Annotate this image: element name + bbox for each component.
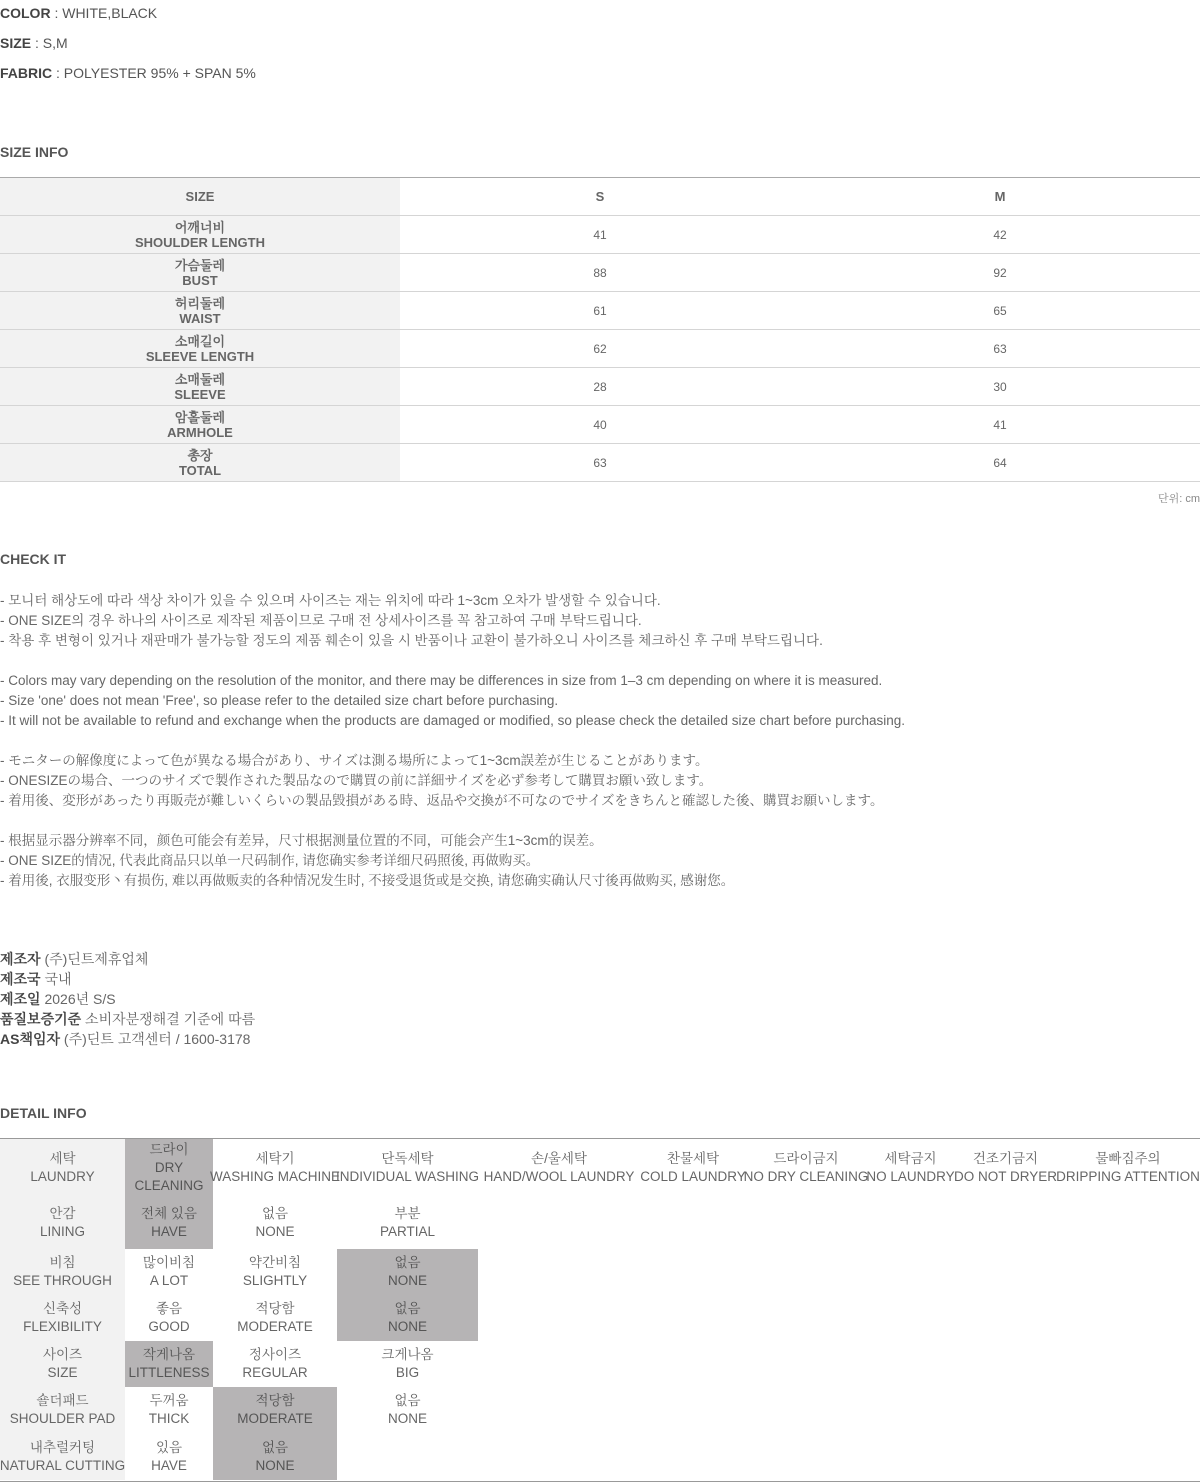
detail-option-text: 좋음 bbox=[155, 1301, 183, 1316]
table-row bbox=[0, 406, 1200, 444]
measure-label bbox=[0, 330, 400, 368]
note-line: - モニターの解像度によって色が異なる場合があり、サイズは測る場所によって1~3cm誤差が生じることがあります。 bbox=[0, 753, 709, 768]
detail-option-text: GOOD bbox=[148, 1319, 190, 1334]
detail-option-text: 있음 bbox=[155, 1439, 183, 1455]
detail-option-text: 없음 bbox=[261, 1439, 289, 1455]
detail-option bbox=[337, 1196, 478, 1249]
notes-group bbox=[0, 671, 905, 731]
detail-option-text: 적당함 bbox=[255, 1301, 295, 1316]
detail-option-text: REGULAR bbox=[242, 1365, 308, 1380]
value-m: 63 bbox=[800, 330, 1200, 368]
detail-option-text: BIG bbox=[395, 1365, 420, 1380]
maker-value: 소비자분쟁해결 기준에 따름 bbox=[81, 1011, 256, 1027]
detail-option-text: 세탁금지 bbox=[884, 1150, 937, 1166]
value-s: 28 bbox=[400, 368, 800, 406]
note-line: - ONE SIZE의 경우 하나의 사이즈로 제작된 제품이므로 구매 전 상세사이즈를 꼭 참고하여 구매 부탁드립니다. bbox=[0, 613, 642, 628]
measure-label-kr: 총장 bbox=[187, 447, 213, 463]
header-size: SIZE bbox=[0, 178, 400, 216]
detail-option-text: WASHING MACHINE bbox=[210, 1168, 341, 1184]
maker-row bbox=[0, 1009, 255, 1029]
detail-option-text: DO NOT DRYER bbox=[953, 1168, 1058, 1184]
detail-option-text: 없음 bbox=[261, 1205, 289, 1221]
detail-option-text: 작게나옴 bbox=[142, 1347, 196, 1362]
detail-option-text: LITTLENESS bbox=[128, 1365, 210, 1380]
detail-option-text: NONE bbox=[387, 1411, 427, 1426]
detail-row-label bbox=[0, 1341, 125, 1387]
header-s: S bbox=[400, 178, 800, 216]
detail-option-text: HAND/WOOL LAUNDRY bbox=[483, 1168, 635, 1184]
spec-key: COLOR bbox=[0, 5, 51, 21]
note-line: - ONE SIZE的情况, 代表此商品只以单一尺码制作, 请您确实参考详细尺码照後, 再做购买。 bbox=[0, 853, 540, 868]
detail-option-text: NONE bbox=[255, 1223, 295, 1239]
detail-option bbox=[125, 1295, 213, 1341]
detail-option bbox=[743, 1139, 869, 1196]
measure-label bbox=[0, 292, 400, 330]
detail-option bbox=[866, 1139, 955, 1196]
maker-value: (주)딘트제휴업체 bbox=[40, 951, 149, 967]
detail-option-text: NONE bbox=[255, 1457, 295, 1473]
measure-label bbox=[0, 368, 400, 406]
measure-label-kr: 소매길이 bbox=[174, 333, 226, 349]
spec-value: : POLYESTER 95% + SPAN 5% bbox=[52, 65, 256, 81]
notes-group bbox=[0, 591, 823, 651]
detail-row-label bbox=[0, 1249, 125, 1295]
measure-label-kr: 허리둘레 bbox=[174, 295, 226, 311]
detail-row-label bbox=[0, 1139, 125, 1196]
detail-option bbox=[640, 1139, 746, 1196]
detail-option-selected bbox=[125, 1196, 213, 1249]
measure-label-en: ARMHOLE bbox=[167, 424, 233, 440]
note-line: - 根据显示器分辨率不同，颜色可能会有差异，尺寸根据测量位置的不同，可能会产生1~3cm的误差。 bbox=[0, 833, 603, 848]
note-line: - It will not be available to refund and exchange when the products are damaged or modified, so please check the detailed size chart before purchasing. bbox=[0, 713, 906, 728]
maker-key: AS책임자 bbox=[0, 1031, 61, 1047]
detail-option-text: 드라이금지 bbox=[773, 1150, 839, 1166]
measure-label-kr: 가슴둘레 bbox=[174, 257, 226, 273]
detail-option bbox=[955, 1139, 1056, 1196]
detail-label-text: NATURAL CUTTING bbox=[0, 1457, 126, 1473]
detail-label-text: 숄더패드 bbox=[36, 1393, 89, 1408]
detail-row-label bbox=[0, 1387, 125, 1433]
detail-option-text: 없음 bbox=[394, 1301, 421, 1316]
maker-key: 품질보증기준 bbox=[0, 1011, 82, 1027]
spec-size bbox=[0, 35, 68, 51]
spec-key: SIZE bbox=[0, 35, 32, 51]
measure-label bbox=[0, 406, 400, 444]
detail-option-text: INDIVIDUAL WASHING bbox=[336, 1168, 480, 1184]
detail-label-text: 세탁 bbox=[49, 1150, 76, 1166]
detail-row-label bbox=[0, 1295, 125, 1341]
size-table bbox=[0, 177, 1200, 482]
measure-label bbox=[0, 216, 400, 254]
detail-option bbox=[1056, 1139, 1200, 1196]
table-row bbox=[0, 292, 1200, 330]
check-it-title: CHECK IT bbox=[0, 551, 67, 567]
detail-option-text: 찬물세탁 bbox=[666, 1150, 720, 1166]
detail-option-text: 크게나옴 bbox=[381, 1347, 434, 1362]
measure-label-kr: 소매둘레 bbox=[174, 371, 226, 387]
detail-option-selected bbox=[337, 1249, 478, 1295]
spec-fabric bbox=[0, 65, 256, 81]
detail-option-text: A LOT bbox=[149, 1273, 189, 1288]
detail-option-text: NO LAUNDRY bbox=[866, 1168, 955, 1184]
detail-option bbox=[213, 1295, 337, 1341]
value-m: 65 bbox=[800, 292, 1200, 330]
measure-label-en: BUST bbox=[182, 272, 218, 288]
detail-option bbox=[213, 1249, 337, 1295]
detail-option bbox=[125, 1387, 213, 1433]
table-row bbox=[0, 330, 1200, 368]
detail-option-text: 두꺼움 bbox=[149, 1393, 189, 1408]
value-m: 42 bbox=[800, 216, 1200, 254]
maker-key: 제조국 bbox=[0, 971, 41, 987]
spec-value: : WHITE,BLACK bbox=[50, 5, 158, 21]
detail-option-text: 세탁기 bbox=[255, 1150, 295, 1166]
detail-option-selected bbox=[213, 1387, 337, 1433]
measure-label-kr: 어깨너비 bbox=[174, 219, 226, 235]
detail-option-text: NONE bbox=[387, 1273, 427, 1288]
detail-option-text: 물빠짐주의 bbox=[1095, 1150, 1161, 1166]
measure-label-en: SHOULDER LENGTH bbox=[135, 234, 265, 250]
detail-label-text: 내추럴커팅 bbox=[29, 1439, 96, 1455]
measure-label-en: SLEEVE bbox=[174, 386, 226, 402]
note-line: - Colors may vary depending on the resolution of the monitor, and there may be differences in size from 1–3 cm depending on where it is measured. bbox=[0, 673, 883, 688]
measure-label bbox=[0, 444, 400, 482]
detail-row-label bbox=[0, 1196, 125, 1249]
detail-label-text: LAUNDRY bbox=[30, 1168, 95, 1184]
note-line: - 着用後、変形があったり再販売が難しいくらいの製品毀損がある時、返品や交換が不可なのでサイズをきちんと確認した後、購買お願いします。 bbox=[0, 793, 884, 808]
detail-option-text: 부분 bbox=[394, 1205, 421, 1221]
detail-option-text: SLIGHTLY bbox=[242, 1273, 308, 1288]
detail-option-text: 건조기금지 bbox=[972, 1150, 1039, 1166]
note-line: - 착용 후 변형이 있거나 재판매가 불가능할 정도의 제품 훼손이 있을 시 반품이나 교환이 불가하오니 사이즈를 체크하신 후 구매 부탁드립니다. bbox=[0, 633, 823, 648]
detail-option-text: DRY bbox=[154, 1159, 184, 1175]
value-s: 40 bbox=[400, 406, 800, 444]
maker-row bbox=[0, 1029, 255, 1049]
spec-color bbox=[0, 5, 157, 21]
detail-option-selected bbox=[125, 1341, 213, 1387]
table-row bbox=[0, 216, 1200, 254]
note-line: - 모니터 해상도에 따라 색상 차이가 있을 수 있으며 사이즈는 재는 위치에 따라 1~3cm 오차가 발생할 수 있습니다. bbox=[0, 593, 661, 608]
detail-option bbox=[213, 1196, 337, 1249]
detail-option-text: 많이비침 bbox=[142, 1255, 196, 1270]
maker-info bbox=[0, 949, 255, 1049]
value-m: 64 bbox=[800, 444, 1200, 482]
maker-value: (주)딘트 고객센터 / 1600-3178 bbox=[60, 1031, 251, 1047]
detail-option-text: PARTIAL bbox=[379, 1223, 436, 1239]
value-s: 63 bbox=[400, 444, 800, 482]
detail-option bbox=[125, 1433, 213, 1480]
detail-label-text: FLEXIBILITY bbox=[23, 1319, 102, 1334]
maker-value: 국내 bbox=[40, 971, 72, 987]
detail-label-text: 안감 bbox=[49, 1205, 76, 1221]
detail-option bbox=[337, 1139, 478, 1196]
notes-group bbox=[0, 751, 883, 811]
value-m: 41 bbox=[800, 406, 1200, 444]
maker-key: 제조자 bbox=[0, 951, 41, 967]
measure-label-en: TOTAL bbox=[178, 462, 222, 478]
detail-option-selected bbox=[337, 1295, 478, 1341]
measure-label-kr: 암홀둘레 bbox=[174, 409, 226, 425]
detail-row-label bbox=[0, 1433, 125, 1480]
detail-option-text: 약간비침 bbox=[248, 1255, 302, 1270]
measure-label-en: SLEEVE LENGTH bbox=[145, 348, 255, 364]
unit-note: 단위: cm bbox=[1157, 493, 1200, 505]
detail-option-text: 손/울세탁 bbox=[531, 1150, 587, 1166]
detail-option-text: COLD LAUNDRY bbox=[640, 1168, 746, 1184]
table-row bbox=[0, 368, 1200, 406]
maker-value: 2026년 S/S bbox=[40, 991, 116, 1007]
detail-option-text: 드라이 bbox=[149, 1141, 189, 1157]
detail-label-text: 비침 bbox=[49, 1255, 76, 1270]
detail-option-text: HAVE bbox=[151, 1223, 187, 1239]
maker-row bbox=[0, 969, 255, 989]
note-line: - 着用後, 衣服变形丶有损伤, 难以再做贩卖的各种情况发生时, 不接受退货或是交换, 请您确实确认尺寸後再做购买, 感谢您。 bbox=[0, 873, 735, 888]
detail-option bbox=[478, 1139, 640, 1196]
value-s: 61 bbox=[400, 292, 800, 330]
note-line: - ONESIZEの場合、一つのサイズで製作された製品なので購買の前に詳細サイズを必ず参考して購買お願い致します。 bbox=[0, 773, 713, 788]
header-m: M bbox=[800, 178, 1200, 216]
detail-label-text: SEE THROUGH bbox=[13, 1273, 112, 1288]
spec-key: FABRIC bbox=[0, 65, 53, 81]
value-s: 88 bbox=[400, 254, 800, 292]
detail-option-text: HAVE bbox=[151, 1457, 187, 1473]
detail-option bbox=[210, 1139, 341, 1196]
value-m: 30 bbox=[800, 368, 1200, 406]
detail-option bbox=[213, 1341, 337, 1387]
detail-option-text: 없음 bbox=[394, 1393, 421, 1408]
notes-group bbox=[0, 831, 734, 891]
detail-option bbox=[337, 1341, 478, 1387]
detail-option-text: 단독세탁 bbox=[381, 1150, 434, 1166]
detail-label-text: SHOULDER PAD bbox=[9, 1411, 116, 1426]
detail-option bbox=[125, 1249, 213, 1295]
detail-option-text: 전체 있음 bbox=[141, 1205, 197, 1221]
value-s: 41 bbox=[400, 216, 800, 254]
detail-option-text: NONE bbox=[387, 1319, 427, 1334]
table-row bbox=[0, 444, 1200, 482]
detail-label-text: SIZE bbox=[47, 1365, 78, 1380]
size-table-header bbox=[0, 178, 1200, 216]
detail-option-text: 없음 bbox=[394, 1255, 421, 1270]
detail-label-text: 신축성 bbox=[42, 1301, 83, 1316]
value-s: 62 bbox=[400, 330, 800, 368]
maker-key: 제조일 bbox=[0, 991, 41, 1007]
detail-option-text: CLEANING bbox=[134, 1177, 204, 1193]
measure-label bbox=[0, 254, 400, 292]
size-info-title: SIZE INFO bbox=[0, 144, 69, 160]
detail-option-text: THICK bbox=[148, 1411, 190, 1426]
detail-option-text: MODERATE bbox=[237, 1411, 313, 1426]
detail-info-title: DETAIL INFO bbox=[0, 1105, 87, 1121]
maker-row bbox=[0, 949, 255, 969]
detail-label-text: 사이즈 bbox=[42, 1347, 83, 1362]
detail-info-grid bbox=[0, 1138, 1200, 1482]
detail-option-text: 적당함 bbox=[255, 1393, 295, 1408]
detail-label-text: LINING bbox=[39, 1223, 85, 1239]
detail-option-text: MODERATE bbox=[237, 1319, 313, 1334]
spec-value: : S,M bbox=[31, 35, 68, 51]
detail-option-text: NO DRY CLEANING bbox=[743, 1168, 869, 1184]
measure-label-en: WAIST bbox=[179, 310, 221, 326]
detail-option-text: 정사이즈 bbox=[248, 1347, 302, 1362]
detail-option-selected bbox=[125, 1139, 213, 1196]
maker-row bbox=[0, 989, 255, 1009]
detail-option-text: DRIPPING ATTENTION bbox=[1056, 1168, 1200, 1184]
value-m: 92 bbox=[800, 254, 1200, 292]
detail-option bbox=[337, 1387, 478, 1433]
table-row bbox=[0, 254, 1200, 292]
detail-option-selected bbox=[213, 1433, 337, 1480]
note-line: - Size 'one' does not mean 'Free', so please refer to the detailed size chart before purchasing. bbox=[0, 693, 559, 708]
